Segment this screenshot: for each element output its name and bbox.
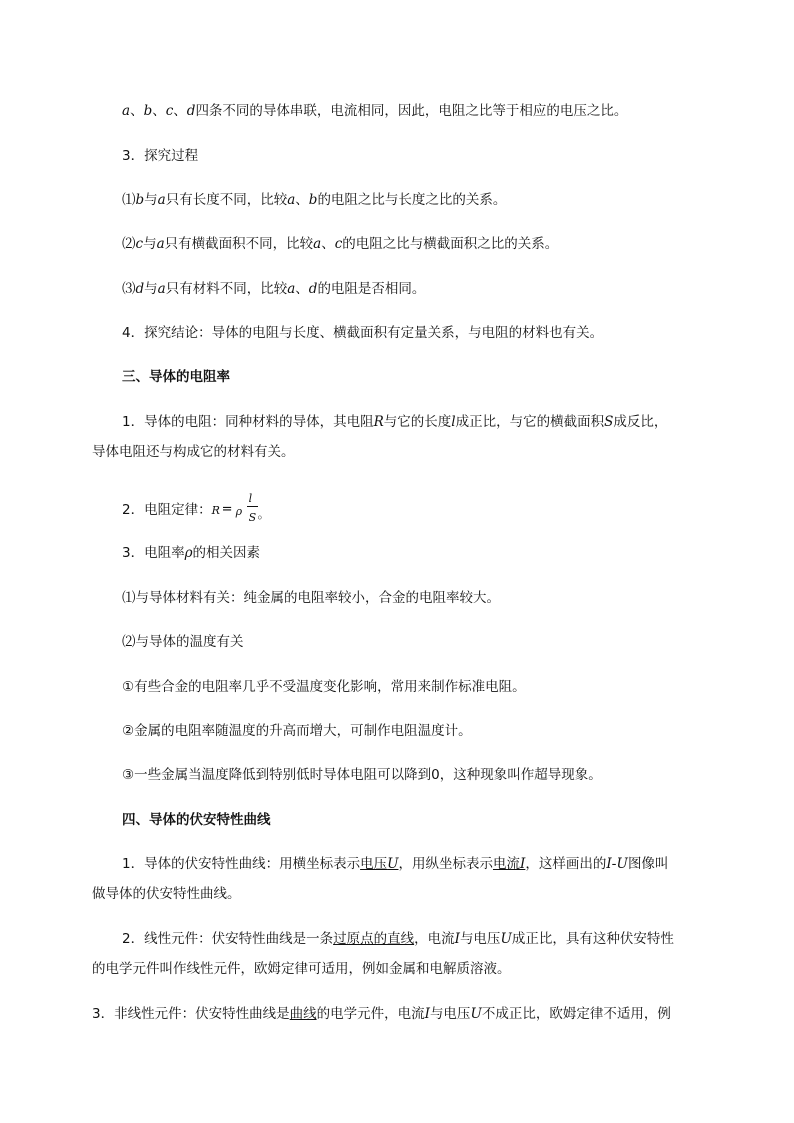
paragraph-material-factor: ⑴与导体材料有关：纯金属的电阻率较小，合金的电阻率较大。 xyxy=(122,590,500,606)
subheading-inquiry-process: 3．探究过程 xyxy=(122,148,199,164)
resistance-law-formula: R = ρ l S 。 xyxy=(211,492,270,524)
paragraph-linear-element: 2．线性元件：伏安特性曲线是一条过原点的直线，电流I与电压U成正比，具有这种伏安特性 xyxy=(122,931,674,947)
paragraph-resistivity-factors: 3．电阻率ρ的相关因素 xyxy=(122,545,261,561)
paragraph-compare-area: ⑵c与a只有横截面积不同，比较a、c的电阻之比与横截面积之比的关系。 xyxy=(122,236,559,252)
section-heading-resistivity: 三、导体的电阻率 xyxy=(122,369,230,385)
paragraph-resistance-law: 2．电阻定律： R = ρ l S 。 xyxy=(0,492,794,528)
paragraph-resistance-def: 1．导体的电阻：同种材料的导体，其电阻R与它的长度l成正比，与它的横截面积S成反比， xyxy=(122,414,668,430)
section-heading-iv-curve: 四、导体的伏安特性曲线 xyxy=(122,812,271,828)
fraction-bar xyxy=(247,506,258,507)
paragraph-inquiry-conclusion: 4．探究结论：导体的电阻与长度、横截面积有定量关系，与电阻的材料也有关。 xyxy=(122,325,604,341)
paragraph-metal-thermometer: ②金属的电阻率随温度的升高而增大，可制作电阻温度计。 xyxy=(122,723,472,739)
paragraph-compare-material: ⑶d与a只有材料不同，比较a、d的电阻是否相同。 xyxy=(122,281,426,297)
paragraph-alloy: ①有些合金的电阻率几乎不受温度变化影响，常用来制作标准电阻。 xyxy=(122,679,526,695)
paragraph-temperature-factor: ⑵与导体的温度有关 xyxy=(122,634,244,650)
paragraph-iv-curve-def-cont: 做导体的伏安特性曲线。 xyxy=(92,886,241,902)
paragraph-nonlinear-element: 3．非线性元件：伏安特性曲线是曲线的电学元件，电流I与电压U不成正比，欧姆定律不适用，例 xyxy=(92,1006,671,1022)
paragraph-superconductivity: ③一些金属当温度降低到特别低时导体电阻可以降到0，这种现象叫作超导现象。 xyxy=(122,767,602,783)
paragraph-linear-element-cont: 的电学元件叫作线性元件，欧姆定律可适用，例如金属和电解质溶液。 xyxy=(92,961,511,977)
paragraph-iv-curve-def: 1．导体的伏安特性曲线：用横坐标表示电压U，用纵坐标表示电流I，这样画出的I-U图像叫 xyxy=(122,856,669,872)
paragraph-compare-length: ⑴b与a只有长度不同，比较a、b的电阻之比与长度之比的关系。 xyxy=(122,192,507,208)
paragraph-series-connection: a、b、c、d四条不同的导体串联，电流相同，因此，电阻之比等于相应的电压之比。 xyxy=(122,103,628,119)
paragraph-resistance-def-cont: 导体电阻还与构成它的材料有关。 xyxy=(92,444,295,460)
